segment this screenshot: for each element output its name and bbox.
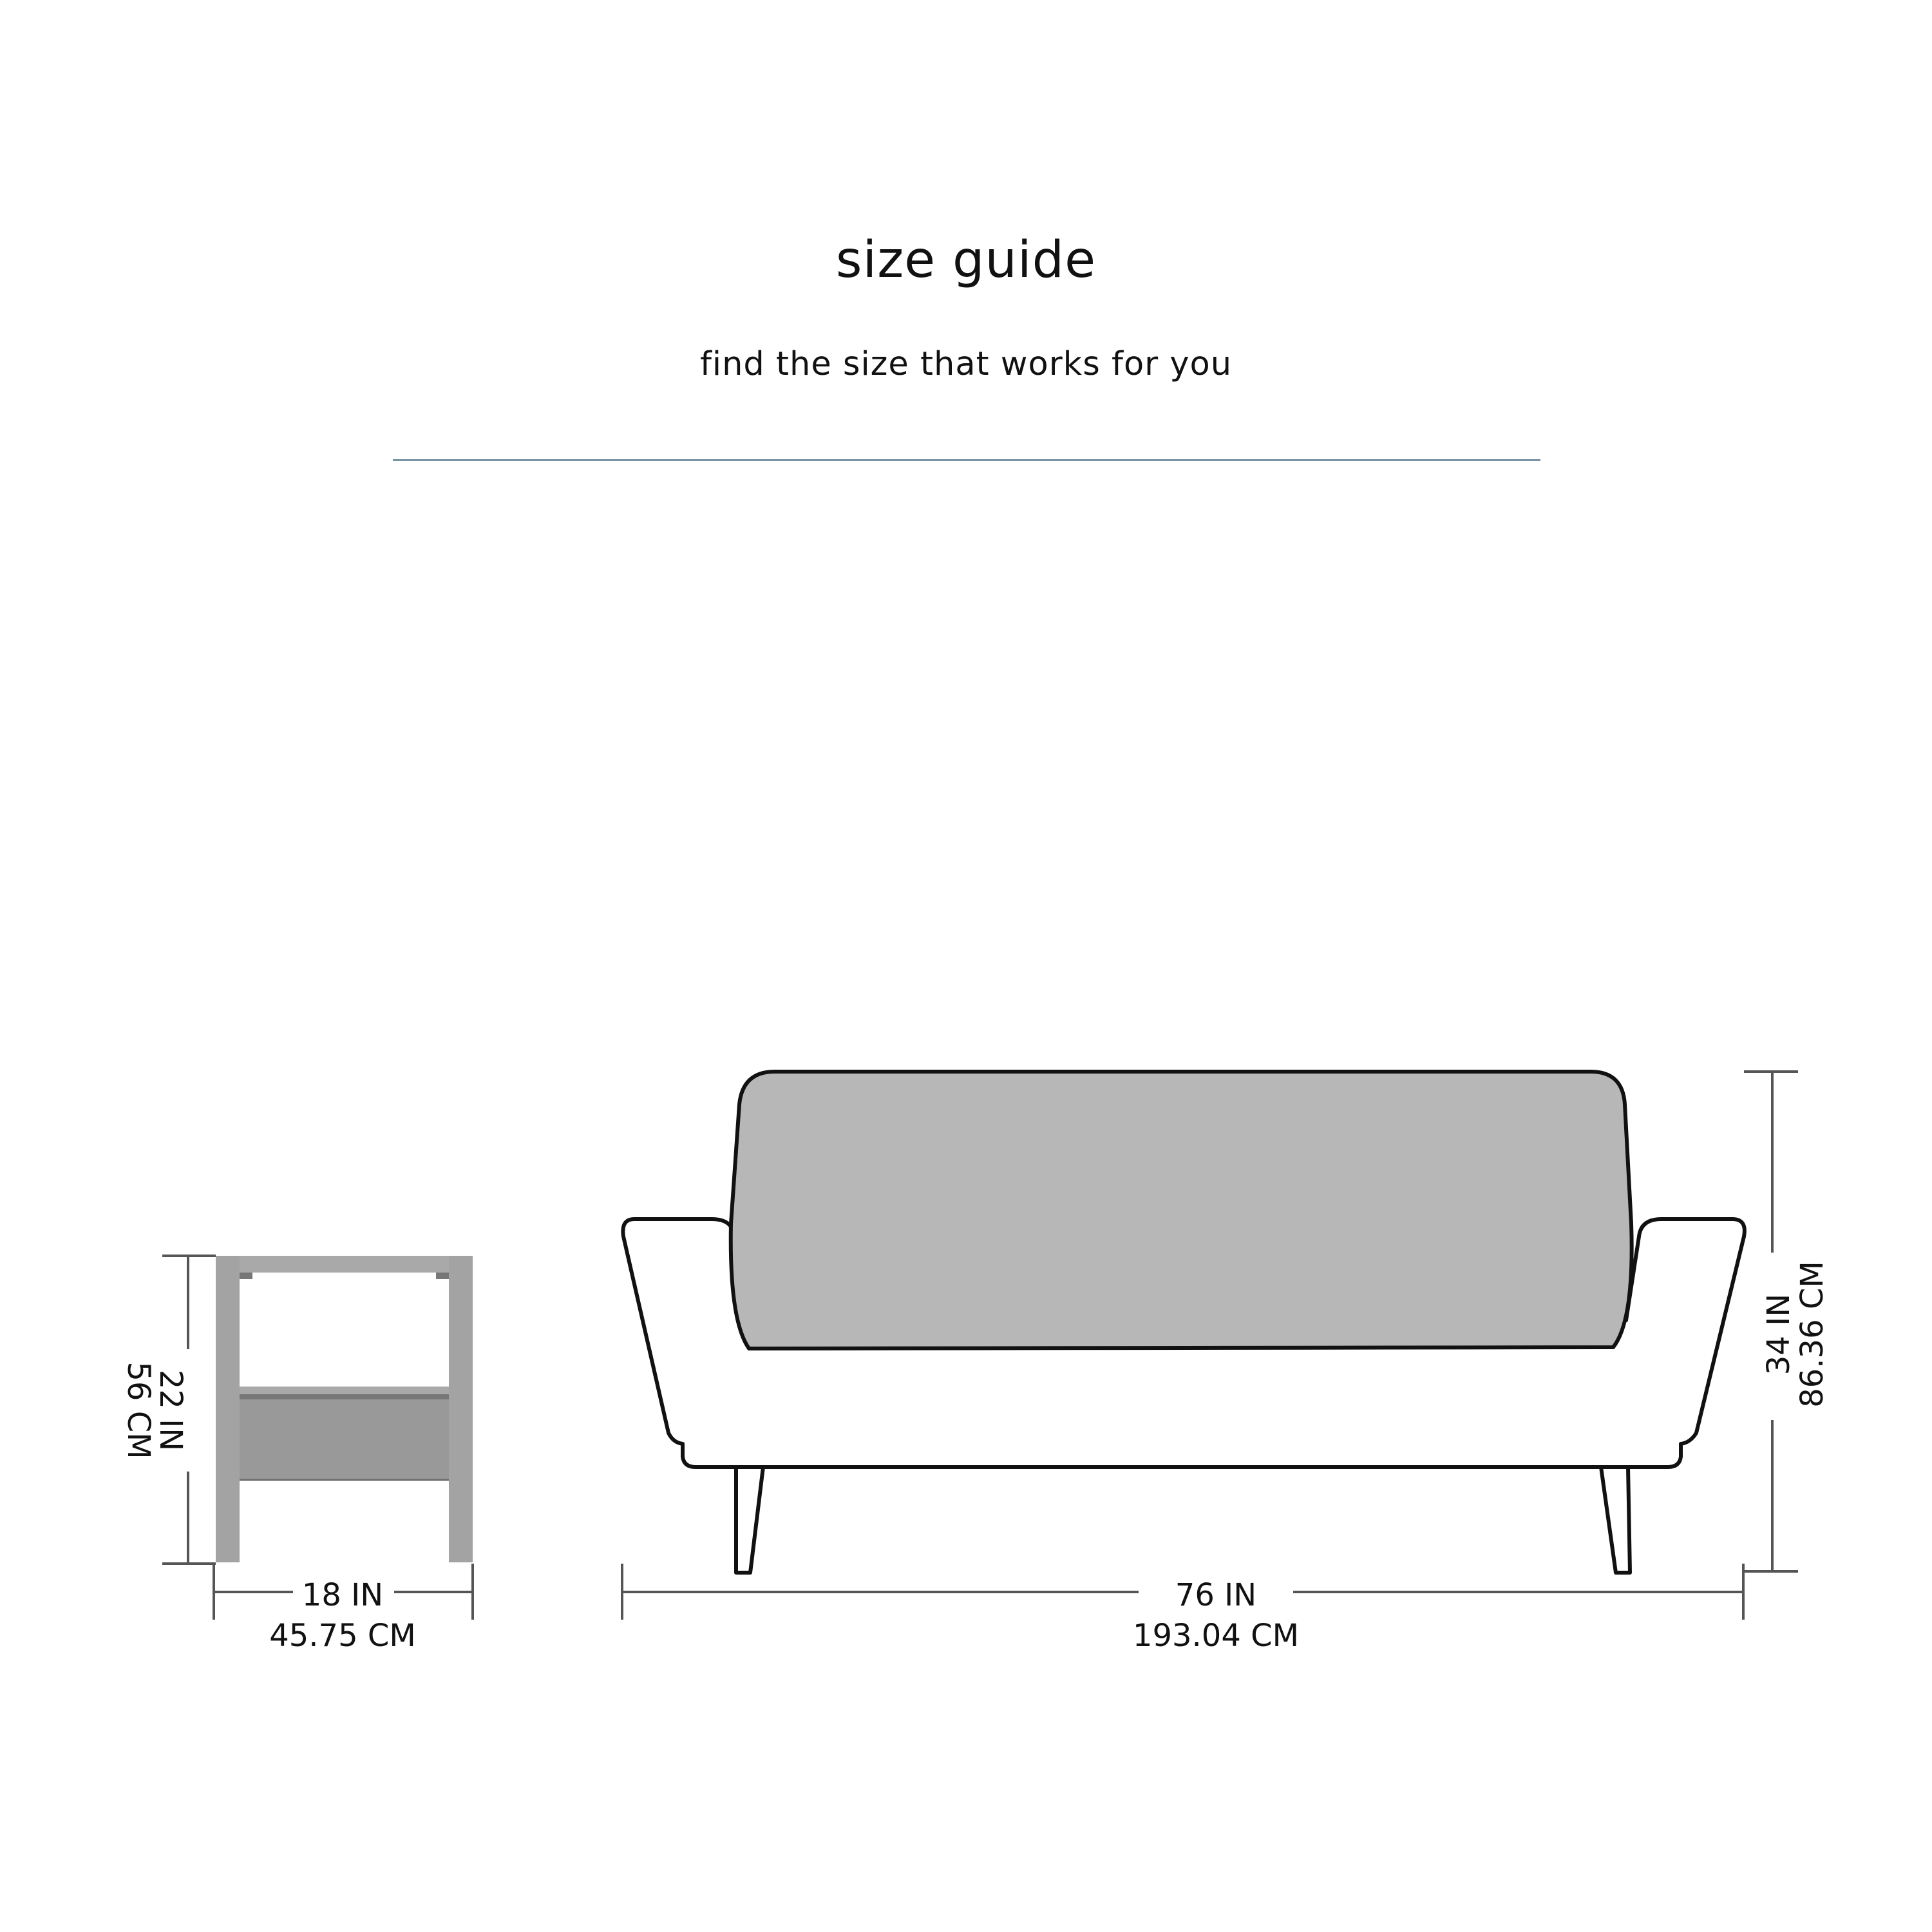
sofa-right-leg	[1601, 1467, 1630, 1573]
side-table-bracket-right	[436, 1273, 449, 1279]
side-table-width-cm: 45.75 CM	[269, 1618, 416, 1654]
side-table-height-in: 22 IN	[153, 1369, 189, 1452]
sofa-width-in: 76 IN	[1175, 1577, 1257, 1613]
page-subtitle: find the size that works for you	[699, 345, 1233, 383]
sofa-back-cushion	[731, 1072, 1632, 1349]
side-table-width-in: 18 IN	[301, 1577, 384, 1613]
side-table-shelf-shadow	[240, 1394, 449, 1399]
sofa-left-leg	[736, 1467, 763, 1573]
side-table-top	[216, 1256, 473, 1273]
page-title: size guide	[835, 231, 1097, 289]
side-table-shelf	[240, 1387, 449, 1394]
side-table-illustration	[216, 1256, 473, 1562]
sofa-height-cm: 86.36 CM	[1794, 1261, 1830, 1408]
side-table-bracket-left	[240, 1273, 252, 1279]
side-table-right-leg	[449, 1256, 473, 1562]
sofa-width-cm: 193.04 CM	[1132, 1618, 1300, 1654]
side-table-left-leg	[216, 1256, 240, 1562]
side-table-drawer	[240, 1399, 449, 1480]
sofa-illustration	[623, 1072, 1745, 1573]
side-table-height-cm: 56 CM	[120, 1361, 156, 1459]
sofa-height-in: 34 IN	[1761, 1293, 1797, 1376]
